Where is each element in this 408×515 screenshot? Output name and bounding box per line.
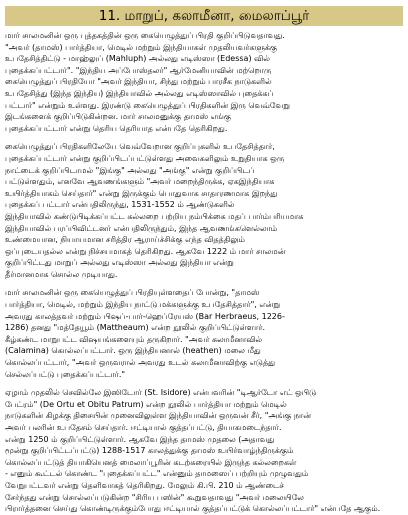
text-line: பேட்ரம்" (De Ortu et Obitu Patrum) என்ற நூலில் பார்த்தியா மற்றும் மெடில் [5, 399, 287, 409]
text-line: ஏழாம் முதலில் செவில்லே இஸிடோர் (St. Isidore) என்பவரின் "டிஆர்டோ எட் ஒபிடு [5, 388, 317, 398]
text-line: கையெழுத்துப் பிரதியோ "அவர் இந்தியா, சிந்து மற்றும் பாரசீக நாடுகளில் [5, 77, 272, 87]
text-line: செல்லப்பட்டு புதைக்கப்பட்டார்." [5, 369, 126, 379]
document-body [5, 30, 403, 515]
text-line: இந்தியாவில் கண்டுபிடிக்கப்பட்ட கல்லறை பற்றிய நம்பிக்கை மதப் பார்ம்பரியமாக [5, 211, 304, 221]
text-line: குறிப்பிட்டது மாறுப் அல்லது எடிஸ்ஸா அல்லது இந்தியா என்று [5, 258, 234, 268]
paragraph [5, 287, 403, 380]
text-line: பிரார்த்தனை செய்து கொண்டிருக்கும்போது ஈட்டியால் குத்தப்பட்டுக் கொல்லப்பட்டார்" என்பதே ஆகும். [5, 504, 381, 514]
text-line: உயிர்த்தியாகம் செய்தார்" என்று இருக்கும் பொதுவாக சாதாரணமாக இறந்து [5, 188, 278, 198]
text-line: அவர் பலரின் உபதேசம் செய்தார். ஈட்டியால் குத்தப்பட்டு, தியாகமடைந்தார். [5, 423, 282, 432]
text-line: புதைக்கப்பட்டார் என்று குறிப்பிடப்பட்டுள்ளது அவைகளிலும் உறுதியாக ஒரு [5, 153, 285, 163]
text-line: பட்டார்" என்றும் உள்ளது. இரண்டு கையெழுத்துப் பிரதிகளின் இரு வெவ்வேறு [5, 100, 290, 110]
text-line: உபதேசித்து (இந்த இந்திய) இந்தியாவில் அல்லது எடிஸ்ஸாவில் புதைக்கப் [5, 88, 274, 98]
text-line: பார்த்தியா, மெடில், மற்றும் இந்திய நாட்டு மக்களுக்கு உபதேசித்தார்", என்று [5, 300, 281, 310]
text-line: புதைக்கப்பட்டார்". "இந்திய அப்போஸ்தலர்" ஆர்மேனியாவின் மற்றொரு [5, 65, 272, 75]
text-line: என்று 1250 ம் குறிப்பிட்டுள்ளார். ஆகவே இந்த தாமஸ் முதலை (அதாவது [5, 434, 275, 444]
text-line: வேறுபட்டவர் என்று தெளிவாகத் தெரிகிறது. மேலும் கி.பி. 210 ம் ஆண்டைச் [5, 480, 284, 490]
text-line: மார் சாலமனின் ஒரு கையெழுத்துப் பிரதியுள்ளதைப் போன்று, "தாமஸ் [5, 288, 260, 298]
text-line: உண்மையான, நியாயமான சரித்திர ஆராய்ச்சிக்கு எந்த விதத்திலும் [5, 235, 245, 245]
text-line: பட்டுள்ளதும், எனவே ஆவணங்களும் "அவர் மறைந்திருக்க, ஏகஇந்தியாக [5, 177, 275, 187]
text-line: தீர்மானமாக சொல்ல முடியாது. [5, 269, 118, 279]
text-line: (Calamina) கொல்லப்பட்டார். ஒரு இந்தியனால் (heathen) மலை மீது [5, 346, 261, 356]
text-line: - எனும் கூட்டல் கொண்ட "புதைக்கப்பட்ட" என்னும் தாமஸைப் பற்றியும் முழுவதும் [5, 469, 309, 479]
text-line: இடங்களைக் குறிப்பிடுகின்றன. மார் சாலமனுக்கு தாமஸ் எங்கு [5, 112, 231, 122]
text-line: கையெழுத்துப் பிரதிகளிலேயே வெவ்வேறான குறிப்புகளில் உபதேசித்தார், [5, 142, 275, 152]
paragraph [5, 30, 403, 134]
text-line: இந்தியாவில் பரப்பிவிட்டனர் என்பதிலிருந்தும், இந்த ஆவணங்களெல்லாம் [5, 223, 278, 233]
paragraph [5, 141, 403, 280]
text-line: நாட்டைக் குறிப்பிடாமல் "இங்கு" அல்லது "அங்கு" என்று குறிப்பிடப் [5, 165, 255, 175]
text-line: உபதேசித்திட்டு - மாஹ்லுப் (Mahluph) அல்லது எடிஸ்ஸா (Edessa) வில் [5, 54, 270, 64]
paragraph [5, 387, 403, 515]
text-line: ஒப்புடையதல்ல என்று நிச்சயமாகத் தெரிகிறது. ஆகவே 1222 ம் மார் சாலமன் [5, 246, 286, 256]
chapter-title: 11. மாறுப், கலாமீனா, மைலாப்பூர் [5, 6, 403, 26]
text-line: சேர்ந்தது என்று சொல்லப்படுகின்ற "சிரிய பஸின்" கூறுவதாவது "அவர் மலையிலே [5, 492, 304, 502]
text-line: கொல்லப்பட்டுத் தியாகியெனத் மைலாப்பூரின் கடற்கரையில் இருந்த கல்லறைகள் [5, 457, 297, 467]
text-line: "அவர் (தாமஸ்) பார்த்தியா, மெடில் மற்றும் இந்தியாகள் முதலியவர்களுக்கு [5, 42, 278, 52]
text-line: கீழ்கண்ட மாறுபட்ட விஷயங்களையும் தருகிறார். "அவர் கலாமீனாவில் [5, 334, 263, 344]
text-line: அவரது காலத்தவர் மற்றும் பிஷப்-பார்-ஹெப்ரேயஸ் (Bar Herbraeus, 1226- [5, 311, 285, 321]
text-line: மார் சாலமனின் ஒரு புத்தகத்தின் ஒரு கையெழுத்துப் பிரதி குறிப்பிடுவதாவது. [5, 31, 285, 40]
text-line: புதைக்கப்பட்டார் என்று தெரிய தெரியாத என்பதே தெரிகிறது. [5, 123, 228, 133]
text-line: நாடுகளின் கிழக்கு திசையின் முனைவிலுள்ள இந்தியாவின் ஒருவன் சீர், "அங்கு நான் [5, 411, 311, 421]
text-line: 1286) தனது "மத்தேயூம் (Mattheaum) என்ற நூலில் குறிப்பிட்டுள்ளார். [5, 323, 265, 333]
text-line: மூன்று குறிப்பிட்டப்பட்டு) 1288-1517 காலத்துக்கு தாமஸ் உயிர்வாழ்ந்திருக்கும் [5, 446, 294, 456]
text-line: புதைக்கப் பட்டார் என்பதிலிருந்து, 1531-1552 ம் ஆண்டுகளில் [5, 200, 235, 210]
text-line: கொல்லப்பட்டார், "அவர் ஒருவரால் அவரது உடல் கலாமீனாவிற்கு எடுத்து [5, 358, 276, 368]
